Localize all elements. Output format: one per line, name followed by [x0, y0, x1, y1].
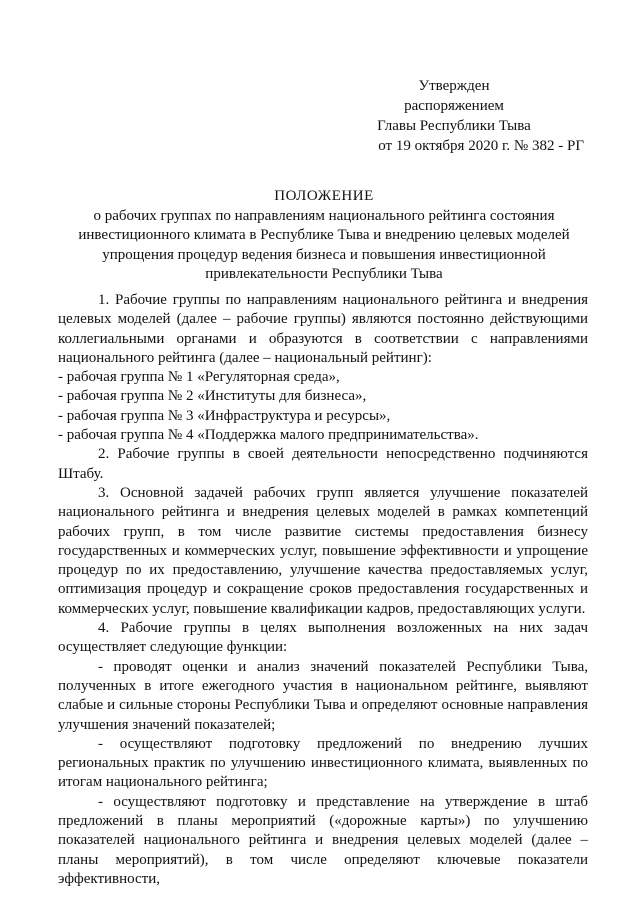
document-body — [58, 291, 588, 889]
list-item-group-1: - рабочая группа № 1 «Регуляторная среда», — [58, 369, 340, 386]
paragraph-1: 1. Рабочие группы по направлениям национального рейтинга и внедрения целевых моделей (далее – рабочие группы) являются постоянно действующими коллегиальными органами и образуются в соответствии с направлениями национального рейтинга (далее – национальный рейтинг): — [58, 292, 588, 366]
approval-line-date-number: от 19 октября 2020 г. № 382 - РГ — [378, 138, 584, 154]
approval-line-head: Главы Республики Тыва — [377, 118, 531, 134]
document-heading: ПОЛОЖЕНИЕ — [274, 188, 374, 204]
paragraph-3: 3. Основной задачей рабочих групп является улучшение показателей национального рейтинга и внедрения целевых моделей в рамках компетенций рабочих групп, в том числе развитие системы предоставления бизнесу государственных и коммерческих услуг, повышение эффективности и упрощение процедур по их предоставлению, улучшение качества предоставляемых услуг, оптимизация процедур и сокращение сроков предоставления государственных и коммерческих услуг, повышение квалификации кадров, предоставляющих услуги. — [58, 484, 588, 617]
function-item-2: - осуществляют подготовку предложений по внедрению лучших региональных практик по улучшению инвестиционного климата, выявленных по итогам национального рейтинга; — [58, 735, 588, 791]
document-subtitle-line-2: инвестиционного климата в Республике Тыва и внедрению целевых моделей — [78, 227, 570, 243]
document-subtitle-line-4: привлекательности Республики Тыва — [205, 266, 443, 282]
paragraph-4: 4. Рабочие группы в целях выполнения возложенных на них задач осуществляет следующие функции: — [58, 620, 588, 656]
list-item-group-2: - рабочая группа № 2 «Институты для бизнеса», — [58, 388, 367, 405]
approval-line-order: распоряжением — [404, 98, 504, 114]
document-title-block — [58, 187, 590, 285]
approval-line-approved: Утвержден — [418, 78, 490, 94]
function-item-3: - осуществляют подготовку и представление на утверждение в штаб предложений в планы мероприятий («дорожные карты») по улучшению показателей национального рейтинга и внедрения целевых моделей (далее – планы мероприятий), в том числе определяют ключевые показатели эффективности, — [58, 793, 588, 887]
approval-stamp-block — [324, 76, 584, 156]
list-item-group-4: - рабочая группа № 4 «Поддержка малого предпринимательства». — [58, 427, 479, 444]
document-subtitle-line-3: упрощения процедур ведения бизнеса и повышения инвестиционной — [102, 246, 546, 263]
paragraph-2: 2. Рабочие группы в своей деятельности непосредственно подчиняются Штабу. — [58, 446, 588, 482]
function-item-1: - проводят оценки и анализ значений показателей Республики Тыва, полученных в итоге ежегодного участия в национальном рейтинге, выявляют слабые и сильные стороны Республики Тыва и определяют основные направления улучшения значений показателей; — [58, 658, 588, 733]
document-subtitle-line-1: о рабочих группах по направлениям национального рейтинга состояния — [93, 207, 555, 224]
list-item-group-3: - рабочая группа № 3 «Инфраструктура и ресурсы», — [58, 407, 391, 424]
